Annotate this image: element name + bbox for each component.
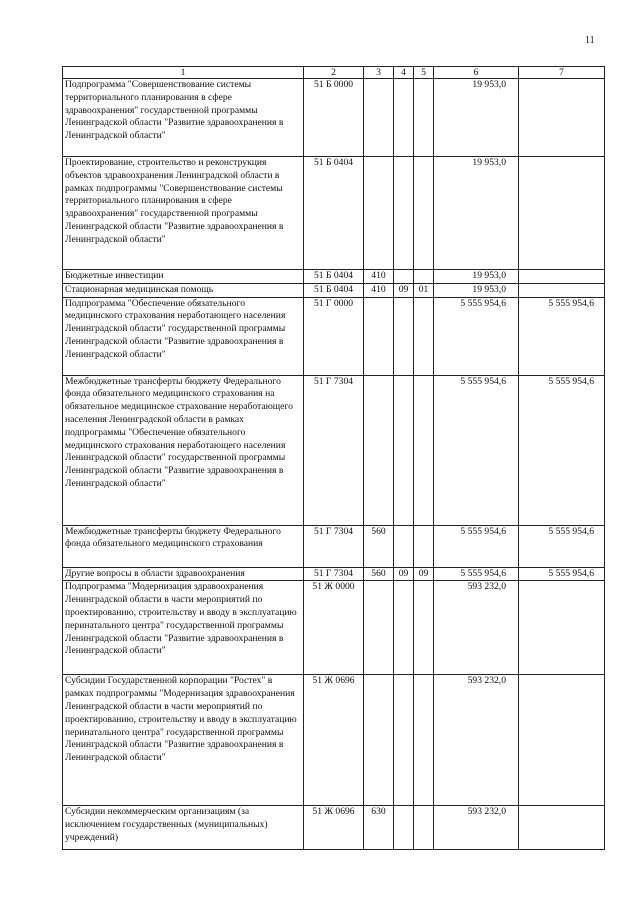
table-row [63,525,605,567]
target-code: 51 Б 0404 [304,283,364,297]
expense-type [364,675,394,806]
section-code [394,157,414,270]
amount-col6: 5 555 954,6 [434,567,519,581]
amount-col6: 19 953,0 [434,157,519,270]
amount-col7: 5 555 954,6 [519,375,605,525]
subsection-code [414,581,434,675]
amount-col7: 5 555 954,6 [519,567,605,581]
subsection-code [414,270,434,284]
subsection-code [414,297,434,375]
section-code [394,581,414,675]
amount-col7 [519,270,605,284]
row-name: Подпрограмма "Совершенствование системы территориального планирования в сфере здравоохранения" государственной программы Ленинградской области "Развитие здравоохранения в Ленинградской области" [63,79,304,157]
amount-col6: 5 555 954,6 [434,375,519,525]
target-code: 51 Ж 0000 [304,581,364,675]
row-name: Субсидии некоммерческим организациям (за исключением государственных (муниципальных) учреждений) [63,806,304,850]
amount-col6: 5 555 954,6 [434,525,519,567]
table-row [63,567,605,581]
section-code [394,806,414,850]
amount-col6: 593 232,0 [434,581,519,675]
column-header: 5 [414,67,434,79]
amount-col7 [519,806,605,850]
row-name: Межбюджетные трансферты бюджету Федерального фонда обязательного медицинского страхования [63,525,304,567]
expense-type: 560 [364,567,394,581]
budget-table [62,66,605,850]
table-row [63,806,605,850]
expense-type [364,79,394,157]
column-header: 1 [63,67,304,79]
expense-type [364,297,394,375]
column-header: 7 [519,67,605,79]
target-code: 51 Г 7304 [304,375,364,525]
amount-col6: 593 232,0 [434,806,519,850]
subsection-code [414,375,434,525]
expense-type: 630 [364,806,394,850]
amount-col6: 5 555 954,6 [434,297,519,375]
row-name: Субсидии Государственной корпорации "Ростех" в рамках подпрограммы "Модернизация здравоохранения Ленинградской области в части мероприятий по проектированию, строительству и вводу в эксплуатацию перинатального центра" государственной программы Ленинградской области "Развитие здравоохранения в Ленинградской области" [63,675,304,806]
section-code [394,79,414,157]
section-code: 09 [394,567,414,581]
subsection-code [414,79,434,157]
amount-col6: 19 953,0 [434,270,519,284]
section-code [394,270,414,284]
section-code [394,675,414,806]
table-row [63,283,605,297]
subsection-code [414,525,434,567]
target-code: 51 Г 7304 [304,525,364,567]
amount-col7 [519,79,605,157]
target-code: 51 Г 0000 [304,297,364,375]
section-code: 09 [394,283,414,297]
table-row [63,157,605,270]
table-row [63,270,605,284]
subsection-code: 09 [414,567,434,581]
row-name: Другие вопросы в области здравоохранения [63,567,304,581]
expense-type [364,581,394,675]
expense-type [364,157,394,270]
subsection-code [414,806,434,850]
table-row [63,675,605,806]
target-code: 51 Ж 0696 [304,806,364,850]
table-row [63,375,605,525]
subsection-code [414,675,434,806]
amount-col7: 5 555 954,6 [519,297,605,375]
expense-type: 410 [364,283,394,297]
column-header: 4 [394,67,414,79]
amount-col6: 19 953,0 [434,283,519,297]
row-name: Подпрограмма "Модернизация здравоохранения Ленинградской области в части мероприятий по проектированию, строительству и вводу в эксплуатацию перинатального центра" государственной программы Ленинградской области "Развитие здравоохранения в Ленинградской области" [63,581,304,675]
expense-type: 560 [364,525,394,567]
target-code: 51 Г 7304 [304,567,364,581]
amount-col7 [519,581,605,675]
amount-col6: 19 953,0 [434,79,519,157]
subsection-code: 01 [414,283,434,297]
row-name: Бюджетные инвестиции [63,270,304,284]
amount-col7: 5 555 954,6 [519,525,605,567]
section-code [394,525,414,567]
table-row [63,581,605,675]
amount-col7 [519,283,605,297]
section-code [394,297,414,375]
target-code: 51 Ж 0696 [304,675,364,806]
amount-col6: 593 232,0 [434,675,519,806]
table-row [63,297,605,375]
target-code: 51 Б 0404 [304,157,364,270]
expense-type: 410 [364,270,394,284]
table-row [63,79,605,157]
subsection-code [414,157,434,270]
target-code: 51 Б 0000 [304,79,364,157]
amount-col7 [519,157,605,270]
column-header: 3 [364,67,394,79]
amount-col7 [519,675,605,806]
expense-type [364,375,394,525]
section-code [394,375,414,525]
row-name: Подпрограмма "Обеспечение обязательного медицинского страхования неработающего населения Ленинградской области" государственной программы Ленинградской области "Развитие здравоохранения в Ленинградской области" [63,297,304,375]
page-number: 11 [585,35,595,46]
row-name: Межбюджетные трансферты бюджету Федерального фонда обязательного медицинского страхования на обязательное медицинское страхование неработающего населения Ленинградской области в рамках подпрограммы "Обеспечение обязательного медицинского страхования неработающего населения Ленинградской области" государственной программы Ленинградской области "Развитие здравоохранения в Ленинградской области" [63,375,304,525]
target-code: 51 Б 0404 [304,270,364,284]
row-name: Стационарная медицинская помощь [63,283,304,297]
row-name: Проектирование, строительство и реконструкция объектов здравоохранения Ленинградской области в рамках подпрограммы "Совершенствование системы территориального планирования в сфере здравоохранения" государственной программы Ленинградской области "Развитие здравоохранения в Ленинградской области" [63,157,304,270]
table-header-row [63,67,605,79]
column-header: 2 [304,67,364,79]
column-header: 6 [434,67,519,79]
